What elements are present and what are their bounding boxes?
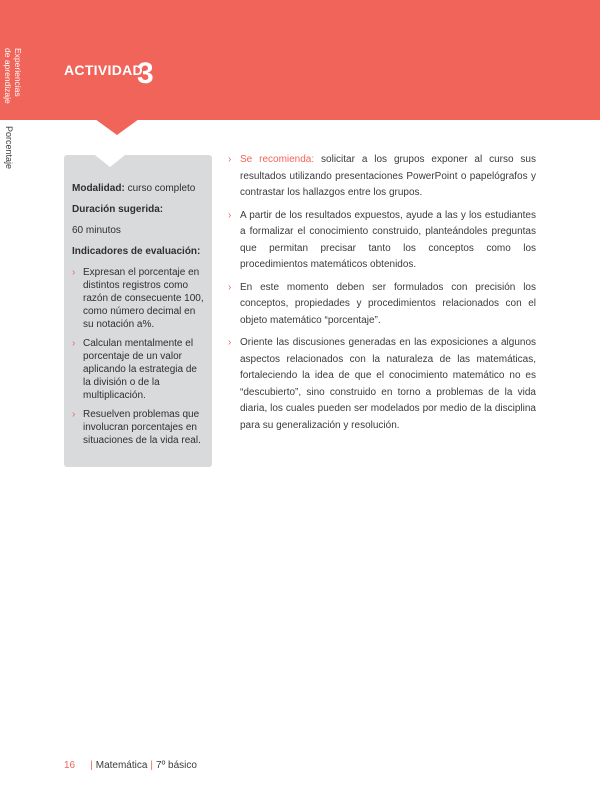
bullet-icon: › [228,337,232,348]
indicadores-label-text: Indicadores de evaluación: [72,246,201,257]
list-item [72,337,204,402]
list-item [72,266,204,331]
side-label-line-1: Experiencias [13,48,23,97]
indicador-text: Calculan mentalmente el porcentaje de un valor aplicando la estrategia de la división o de la multiplicación. [83,338,197,401]
section-side-label [3,48,23,104]
paragraph-text: A partir de los resultados expuestos, ayude a las y los estudiantes a formalizar el conocimiento construido, planteándoles preguntas que permitan precisar tanto los conceptos como los procedimientos matemáticos obtenidos. [240,209,536,270]
info-content [72,182,204,453]
paragraph-text: En este momento deben ser formulados con precisión los conceptos, propiedades y procedimientos relacionados con el objeto matemático “porcentaje”. [240,281,536,326]
modalidad-label: Modalidad: [72,183,125,194]
header-band [0,0,600,120]
page-number: 16 [64,760,76,771]
paragraph [228,280,536,330]
modalidad-line [72,182,204,195]
header-notch [95,119,139,135]
footer-separator: | [90,760,93,771]
activity-title: ACTIVIDAD [64,62,143,78]
bullet-icon: › [228,209,232,221]
bullet-icon: › [228,154,232,165]
side-label-line-2: de aprendizaje [3,48,13,104]
recommendation-highlight: Se recomienda: [240,154,315,165]
indicadores-list [72,266,204,447]
bullet-icon: › [72,409,76,420]
paragraph [228,335,536,434]
paragraph [228,208,536,274]
bullet-icon: › [72,338,76,349]
list-item [72,408,204,447]
duracion-value: 60 minutos [72,225,121,236]
bullet-icon: › [72,267,76,278]
page-footer [64,760,197,771]
duracion-label: Duración sugerida: [72,204,164,215]
paragraph-text: Oriente las discusiones generadas en las exposiciones a algunos aspectos relacionados con la naturaleza de las matemáticas, fortaleciendo la idea de que el conocimiento matemático no es “descubierto”, sino construido en torno a problemas de la vida diaria, los cuales pueden ser modelados por medio de la disciplina para su generalización y resolución. [240,337,536,431]
paragraph [228,152,536,202]
activity-number: 3 [137,57,154,90]
bullet-icon: › [228,281,232,293]
footer-subject: Matemática [95,760,148,771]
topic-side-label: Porcentaje [4,126,14,170]
duracion-line [72,203,204,216]
main-content [228,152,536,440]
paragraph-text: solicitar a los grupos exponer al curso sus resultados utilizando presentaciones PowerPoint o papelógrafos y contrastar los hallazgos entre los grupos. [240,154,536,198]
indicador-text: Resuelven problemas que involucran porcentajes en situaciones de la vida real. [83,409,201,446]
info-box-notch [95,155,125,167]
indicadores-label [72,245,204,258]
footer-grade: 7º básico [156,760,197,771]
footer-separator: | [150,760,154,771]
modalidad-value: curso completo [127,183,196,194]
indicador-text: Expresan el porcentaje en distintos registros como razón de consecuente 100, como número decimal en su notación a%. [83,267,204,330]
